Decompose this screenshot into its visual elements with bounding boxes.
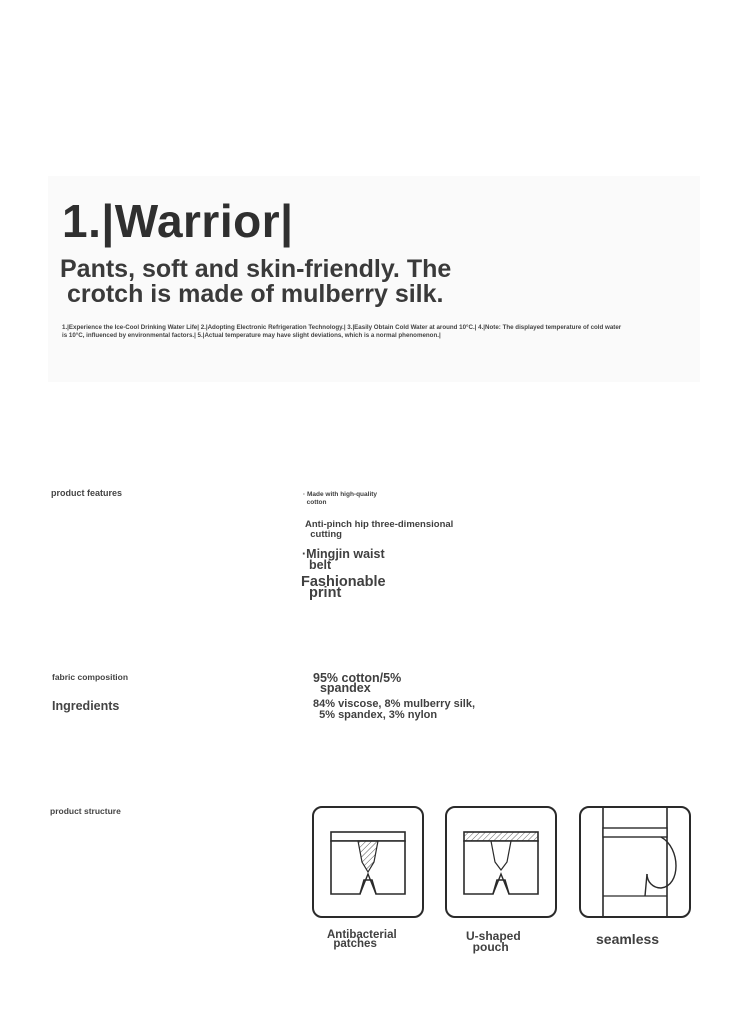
briefs-waistband-icon bbox=[447, 808, 555, 916]
page-subtitle: Pants, soft and skin-friendly. The crotch is made of mulberry silk. bbox=[60, 255, 452, 308]
structure-label: product structure bbox=[50, 806, 121, 816]
header-notes: 1.|Experience the Ice-Cool Drinking Water Life| 2.|Adopting Electronic Refrigeration Technology.| 3.|Easily Obtain Cold Water at around 10°C.| 4.|Note: The displayed temperature of cold water is 10°C, influenced by environmental factors.| 5.|Actual temperature may have slight deviations, which is a normal phenomenon.| bbox=[62, 324, 622, 339]
ingredients-value: 84% viscose, 8% mulberry silk, 5% spandex, 3% nylon bbox=[313, 698, 476, 721]
features-label: product features bbox=[51, 488, 123, 498]
ingredients-label: Ingredients bbox=[52, 699, 120, 713]
feature-item-print: Fashionable print bbox=[301, 574, 386, 601]
structure-card-pouch bbox=[445, 806, 557, 918]
fabric-value: 95% cotton/5% spandex bbox=[313, 671, 402, 695]
feature-item-cutting: Anti-pinch hip three-dimensional cutting bbox=[305, 519, 454, 540]
fabric-label: fabric composition bbox=[52, 672, 129, 682]
feature-item-cotton: · Made with high-quality cotton bbox=[303, 491, 378, 506]
structure-card-antibacterial bbox=[312, 806, 424, 918]
structure-caption-pouch: U-shaped pouch bbox=[466, 929, 521, 954]
page-title: 1.|Warrior| bbox=[62, 195, 294, 247]
structure-caption-seamless: seamless bbox=[596, 931, 660, 947]
briefs-back-view-icon bbox=[581, 808, 689, 916]
structure-caption-antibacterial: Antibacterial patches bbox=[327, 929, 397, 950]
briefs-crotch-patch-icon bbox=[314, 808, 422, 916]
feature-item-waist-belt: ·Mingjin waist belt bbox=[302, 547, 385, 572]
structure-card-seamless bbox=[579, 806, 691, 918]
